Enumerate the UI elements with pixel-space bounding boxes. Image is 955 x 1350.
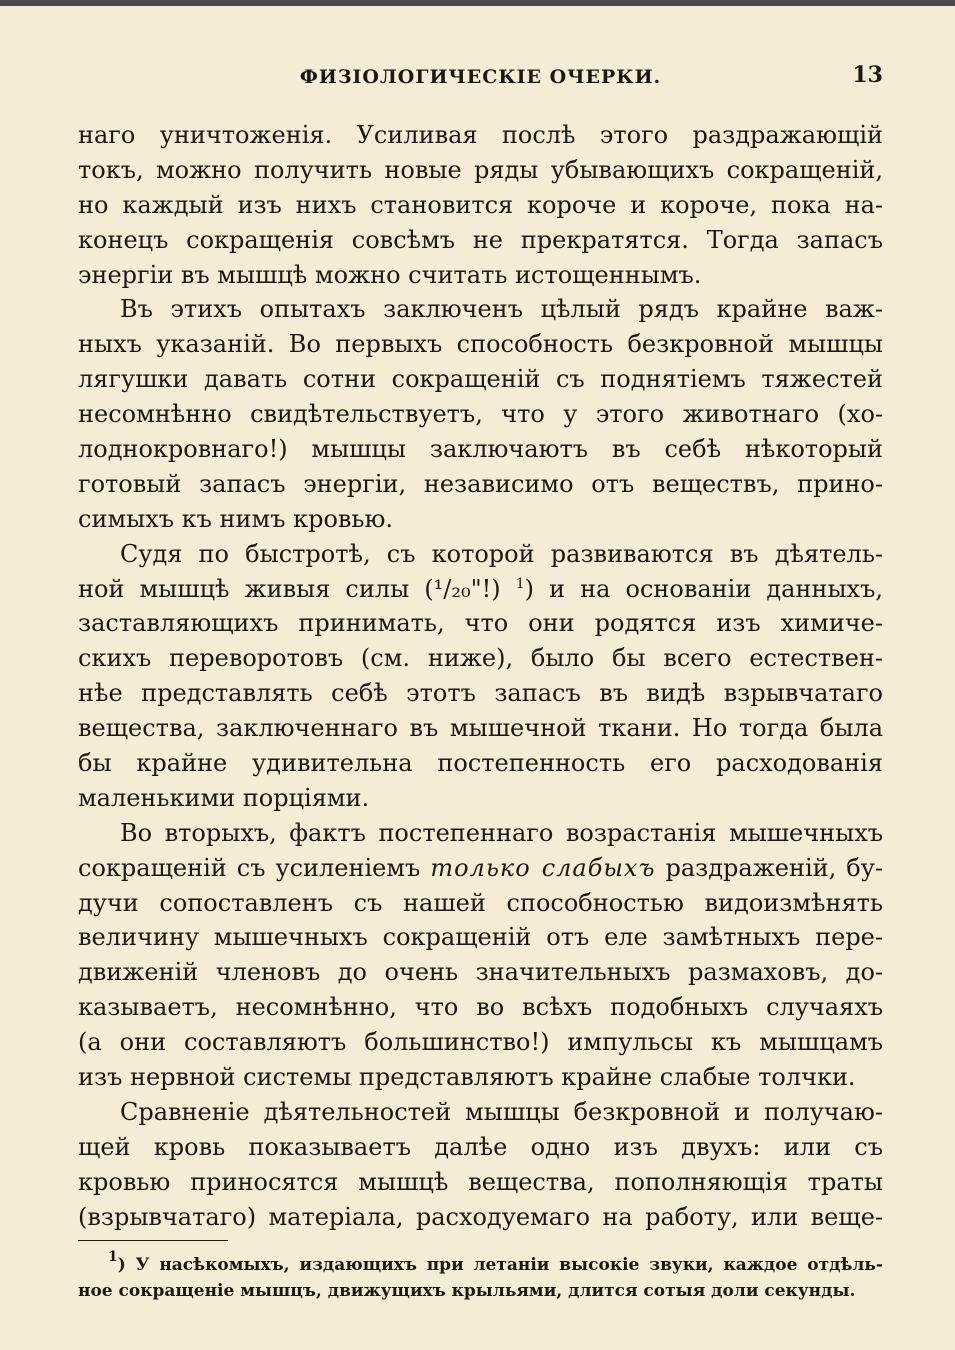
text-line: наго уничтоженія. Усиливая послѣ этого раздражающій [78,121,883,149]
text-line: изъ нервной системы представляютъ крайне слабые толчки. [78,1063,856,1092]
text-line [78,572,883,607]
page-header [78,62,883,96]
text-line: вещества, заключеннаго въ мышечной ткани. Но тогда была [78,714,883,743]
body-text [78,118,883,1235]
text-line: нѣе представлять себѣ этотъ запасъ въ видѣ взрывчатаго [78,679,883,708]
text-line: но каждый изъ нихъ становится короче и короче, пока на- [78,190,883,219]
text-line: Судя по быстротѣ, съ которой развиваются въ дѣятель- [120,539,883,568]
text-segment: ) и на основаніи данныхъ, [524,574,883,603]
text-line [78,851,883,886]
footnote-line [78,1249,883,1278]
footnote-divider [78,1240,228,1241]
text-line: несомнѣнно свидѣтельствуетъ, что у этого животнаго (хо- [78,400,883,429]
text-segment: сокращеній съ усиленіемъ [78,853,421,882]
text-line: Въ этихъ опытахъ заключенъ цѣлый рядъ крайне важ- [120,295,883,324]
text-segment: ) У насѣкомыхъ, издающихъ при летаніи высокіе звуки, каждое отдѣль- [117,1255,883,1275]
text-segment: ) [491,574,501,603]
text-line: скихъ переворотовъ (см. ниже), было бы всего естествен- [78,644,883,673]
text-segment: раздраженій, бу- [665,853,883,882]
top-edge-rule [0,0,955,6]
footnote-reference: 1 [515,575,525,592]
text-line: лоднокровнаго!) мышцы заключаютъ въ себѣ нѣкоторый [78,435,883,464]
text-line: конецъ сокращенія совсѣмъ не прекратятся. Тогда запасъ [78,225,883,254]
italic-emphasis: только слабыхъ [430,853,656,882]
text-line: лягушки давать сотни сокращеній съ поднятіемъ тяжестей [78,365,883,394]
text-line: Сравненіе дѣятельностей мышцы безкровной и получаю- [120,1097,883,1126]
text-line: Во вторыхъ, фактъ постепеннаго возрастанія мышечныхъ [120,818,883,847]
running-title: ФИЗІОЛОГИЧЕСКІЕ ОЧЕРКИ. [299,66,662,88]
footnote-marker: 1 [108,1249,118,1265]
text-line: симыхъ къ нимъ кровью. [78,504,394,533]
text-line: движеній членовъ до очень значительныхъ размаховъ, до- [78,958,883,987]
text-line: маленькими порціями. [78,783,370,812]
text-line: кровью приносятся мышцѣ вещества, пополняющія траты [78,1167,883,1196]
text-line: величину мышечныхъ сокращеній отъ еле замѣтныхъ пере- [78,923,883,952]
text-line: токъ, можно получить новые ряды убывающихъ сокращеній, [78,155,883,184]
text-line: ныхъ указаній. Во первыхъ способность безкровной мышцы [78,330,883,359]
text-line: заставляющихъ принимать, что они родятся изъ химиче- [78,609,883,638]
footnote [78,1249,883,1304]
text-line: энергіи въ мышцѣ можно считать истощеннымъ. [78,260,702,289]
text-line: бы крайне удивительна постепенность его расходованія [78,749,883,778]
text-line: (взрывчатаго) матеріала, расходуемаго на работу, или веще- [78,1202,883,1231]
page-number: 13 [852,62,883,88]
text-line: щей кровь показываетъ далѣе одно изъ двухъ: или съ [78,1132,883,1161]
text-line: готовый запасъ энергіи, независимо отъ веществъ, прино- [78,469,883,498]
text-segment: ной мышцѣ живыя силы ( [78,574,434,603]
footnote-line: ное сокращеніе мышцъ, движущихъ крыльями, длится сотыя доли секунды. [78,1281,856,1301]
text-line: дучи сопоставленъ съ нашей способностью видоизмѣнять [78,888,883,917]
text-line: (а они составляютъ большинство!) импульсы къ мышцамъ [78,1028,883,1057]
text-line: казываетъ, несомнѣнно, что во всѣхъ подобныхъ случаяхъ [78,993,883,1022]
fraction: ¹/₂₀"! [433,574,492,603]
